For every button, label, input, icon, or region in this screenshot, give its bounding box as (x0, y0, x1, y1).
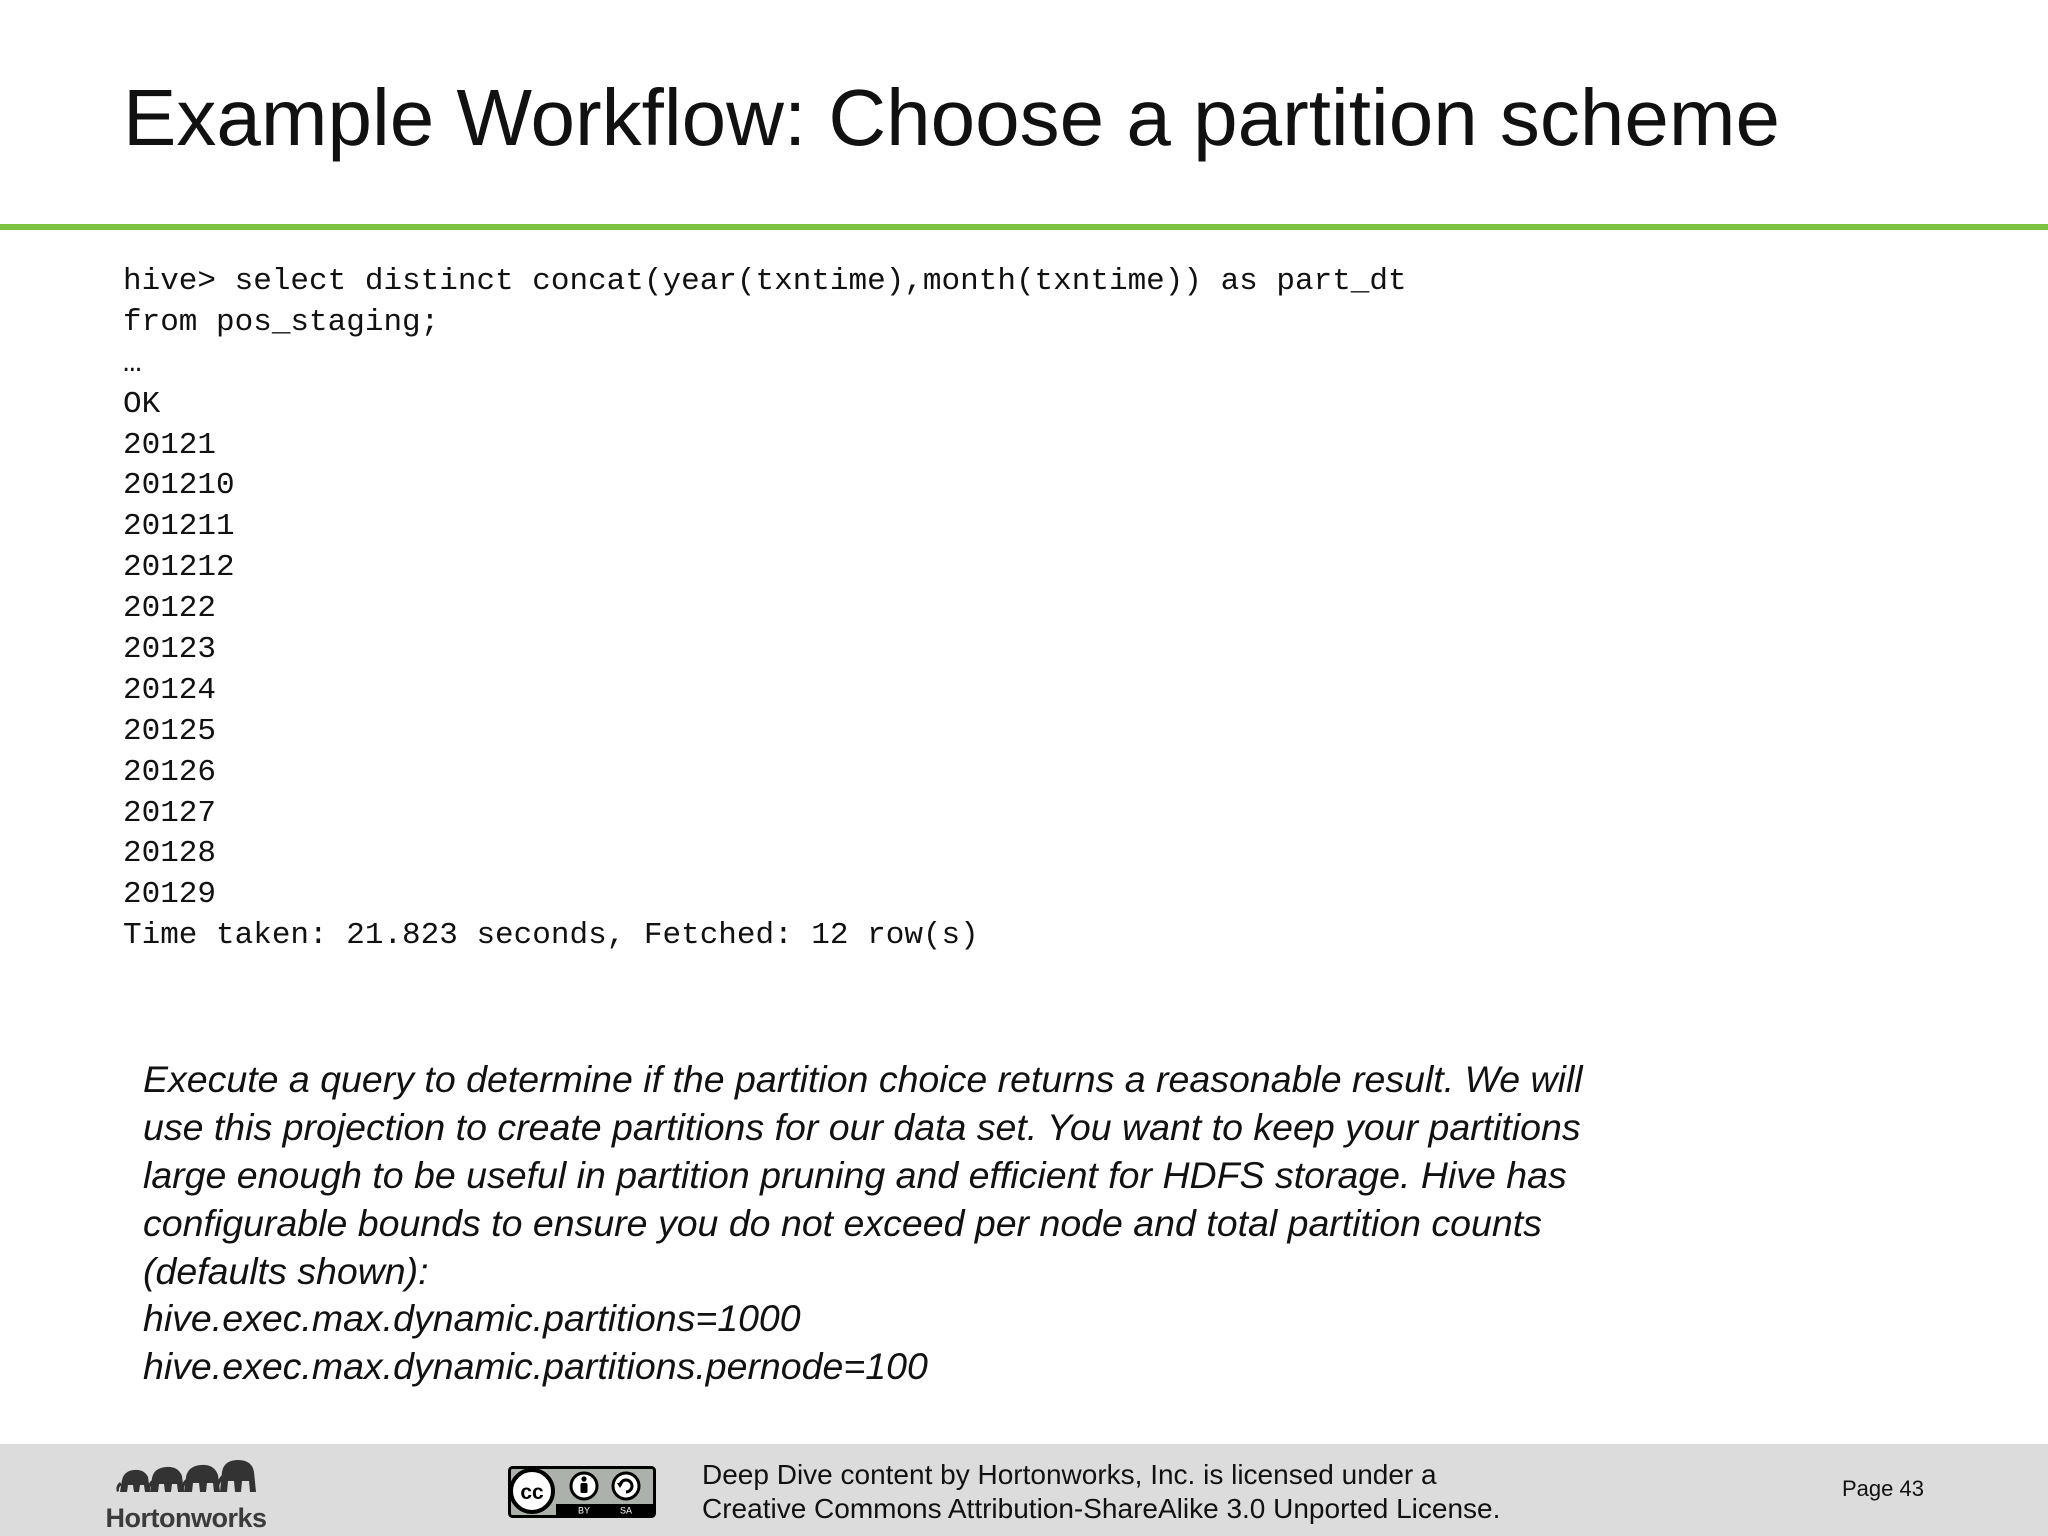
footer-bar (0, 1444, 2048, 1536)
terminal-line: … (123, 345, 142, 381)
terminal-line: 201212 (123, 550, 235, 586)
share-alike-icon (613, 1473, 639, 1499)
terminal-line: 20121 (123, 427, 217, 463)
description-line: configurable bounds to ensure you do not exceed per node and total partition counts (143, 1201, 1542, 1244)
terminal-line: 201211 (123, 509, 235, 545)
terminal-line: 20125 (123, 713, 217, 749)
elephant-herd-icon (114, 1458, 258, 1500)
terminal-line: 20126 (123, 754, 217, 790)
slide-title: Example Workflow: Choose a partition scheme (123, 73, 1781, 162)
terminal-line: from pos_staging; (123, 304, 440, 340)
terminal-line: 20128 (123, 836, 217, 872)
license-notice (702, 1458, 1500, 1526)
license-line: Deep Dive content by Hortonworks, Inc. is licensed under a (702, 1459, 1437, 1490)
description-line: hive.exec.max.dynamic.partitions=1000 (143, 1297, 801, 1340)
terminal-line: 20129 (123, 877, 217, 913)
description-line: use this projection to create partitions for our data set. You want to keep your partitions (143, 1105, 1581, 1148)
terminal-line: 20127 (123, 795, 217, 831)
terminal-line: 201210 (123, 468, 235, 504)
terminal-line: hive> select distinct concat(year(txntime),month(txntime)) as part_dt (123, 264, 1407, 299)
hortonworks-logo (100, 1458, 272, 1533)
terminal-line: 20123 (123, 632, 217, 668)
terminal-line: Time taken: 21.823 seconds, Fetched: 12 row(s) (123, 918, 979, 954)
terminal-line: OK (123, 386, 161, 422)
title-divider (0, 224, 2048, 230)
description-text (143, 1056, 1723, 1391)
cc-by-sa-badge (508, 1466, 656, 1518)
terminal-output (123, 262, 1407, 957)
cc-sa-label: SA (619, 1505, 633, 1516)
terminal-line: 20124 (123, 672, 217, 708)
description-line: large enough to be useful in partition pruning and efficient for HDFS storage. Hive has (143, 1153, 1567, 1196)
cc-by-label: BY (577, 1505, 591, 1516)
page-number: Page 43 (1842, 1476, 1924, 1501)
logo-wordmark: Hortonworks (105, 1503, 267, 1533)
description-line: hive.exec.max.dynamic.partitions.pernode=100 (143, 1345, 928, 1388)
description-line: Execute a query to determine if the partition choice returns a reasonable result. We will (143, 1058, 1583, 1100)
svg-text:cc: cc (520, 1481, 544, 1504)
description-line: (defaults shown): (143, 1249, 429, 1292)
license-line: Creative Commons Attribution-ShareAlike 3.0 Unported License. (702, 1493, 1501, 1524)
terminal-line: 20122 (123, 591, 217, 627)
